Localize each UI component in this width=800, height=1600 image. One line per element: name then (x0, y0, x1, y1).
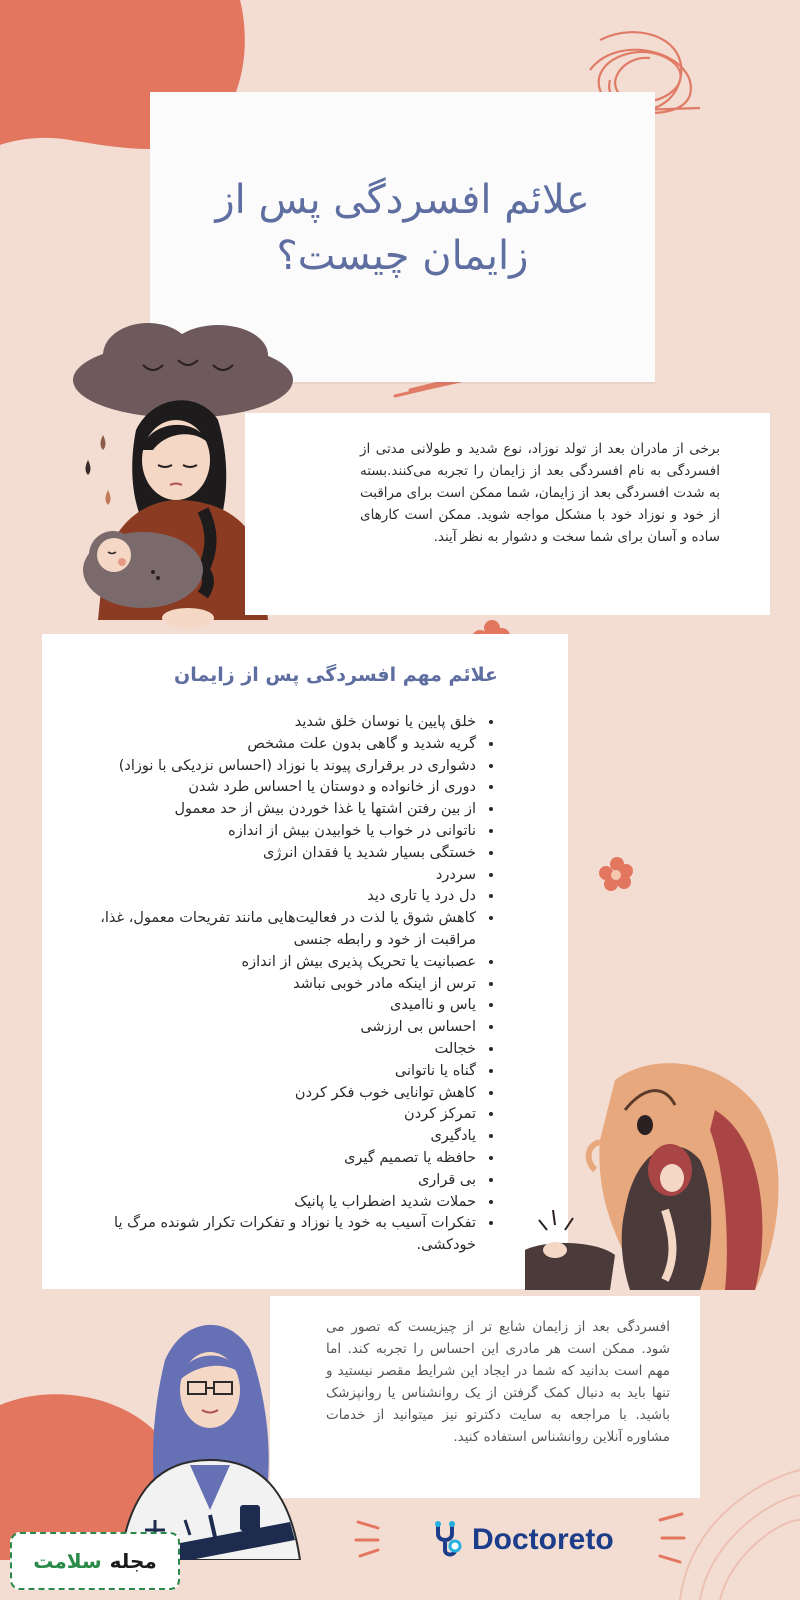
brand-logo[interactable] (432, 1516, 614, 1564)
symptom-item: • از بین رفتن اشتها یا غذا خوردن بیش از حد معمول (78, 799, 478, 821)
intro-card (245, 413, 770, 615)
page-title: علائم افسردگی پس از زایمان چیست؟ (215, 177, 590, 279)
badge-word-health: سلامت (33, 1549, 102, 1573)
brand-name: Doctoreto (472, 1523, 614, 1556)
symptom-item: • خستگی بسیار شدید یا فقدان انرژی (78, 843, 478, 865)
symptoms-card (42, 634, 568, 1289)
symptom-item: • خجالت (78, 1039, 478, 1061)
symptom-item: • عصبانیت یا تحریک پذیری بیش از اندازه (78, 952, 478, 974)
intro-paragraph: برخی از مادران بعد از تولد نوزاد، نوع شدید و طولانی مدتی از افسردگی به نام افسردگی بعد از زایمان را تجربه می‌کنند.بسته به شدت افسردگی بعد از زایمان، شما ممکن است برای مراقبت از خود و نوزاد خود با مشکل مواجه شوید. ممکن است کارهای ساده و آسان برای شما سخت و دشوار به نظر آیند. (360, 441, 720, 545)
symptom-item: • احساس بی ارزشی (78, 1017, 478, 1039)
symptom-item: • گناه یا ناتوانی (78, 1061, 478, 1083)
symptom-item: • خلق پایین یا نوسان خلق شدید (78, 712, 478, 734)
symptom-item: • دشواری در برقراری پیوند با نوزاد (احساس نزدیکی با نوزاد) (78, 756, 478, 778)
symptom-item: • سردرد (78, 865, 478, 887)
outro-card (270, 1296, 700, 1498)
symptom-item: • ترس از اینکه مادر خوبی نباشد (78, 974, 478, 996)
magazine-badge[interactable] (10, 1532, 180, 1590)
symptom-item: • دوری از خانواده و دوستان یا احساس طرد شدن (78, 777, 478, 799)
stethoscope-icon (432, 1520, 466, 1560)
symptom-item: • یادگیری (78, 1126, 478, 1148)
symptom-item: • تمرکز کردن (78, 1104, 478, 1126)
symptom-item: • حملات شدید اضطراب یا پانیک (78, 1192, 478, 1214)
symptom-list (78, 712, 498, 1257)
symptom-item: • حافظه یا تصمیم گیری (78, 1148, 478, 1170)
symptom-item: • تفکرات آسیب به خود یا نوزاد و تفکرات تکرار شونده مرگ یا خودکشی. (78, 1213, 478, 1257)
badge-word-magazine: مجله (109, 1549, 157, 1573)
symptom-item: • بی قراری (78, 1170, 478, 1192)
flower-icon-2 (599, 857, 633, 891)
symptom-item: • گریه شدید و گاهی بدون علت مشخص (78, 734, 478, 756)
symptom-item: • یاس و ناامیدی (78, 995, 478, 1017)
symptom-item: • کاهش توانایی خوب فکر کردن (78, 1083, 478, 1105)
symptoms-heading: علائم مهم افسردگی پس از زایمان (174, 664, 498, 686)
outro-paragraph: افسردگی بعد از زایمان شایع تر از چیزیست که تصور می شود. ممکن است هر مادری این احساس را تجربه کند. اما مهم است بدانید که شما در ایجاد این شرایط مقصر نیستید و تنها باید به دنبال کمک گرفتن از یک روانشناس یا روانپزشک باشید. با مراجعه به سایت دکترتو نیز میتوانید از خدمات مشاوره آنلاین روانشناس استفاده کنید. (326, 1319, 670, 1445)
doctor-illustration (110, 1300, 310, 1560)
anxious-woman-illustration (525, 1050, 800, 1300)
symptom-item: • دل درد یا تاری دید (78, 886, 478, 908)
symptom-item: • ناتوانی در خواب یا خوابیدن بیش از اندازه (78, 821, 478, 843)
symptom-item: • کاهش شوق یا لذت در فعالیت‌هایی مانند تفریحات معمول، غذا، مراقبت از خود و رابطه جنسی (78, 908, 478, 952)
